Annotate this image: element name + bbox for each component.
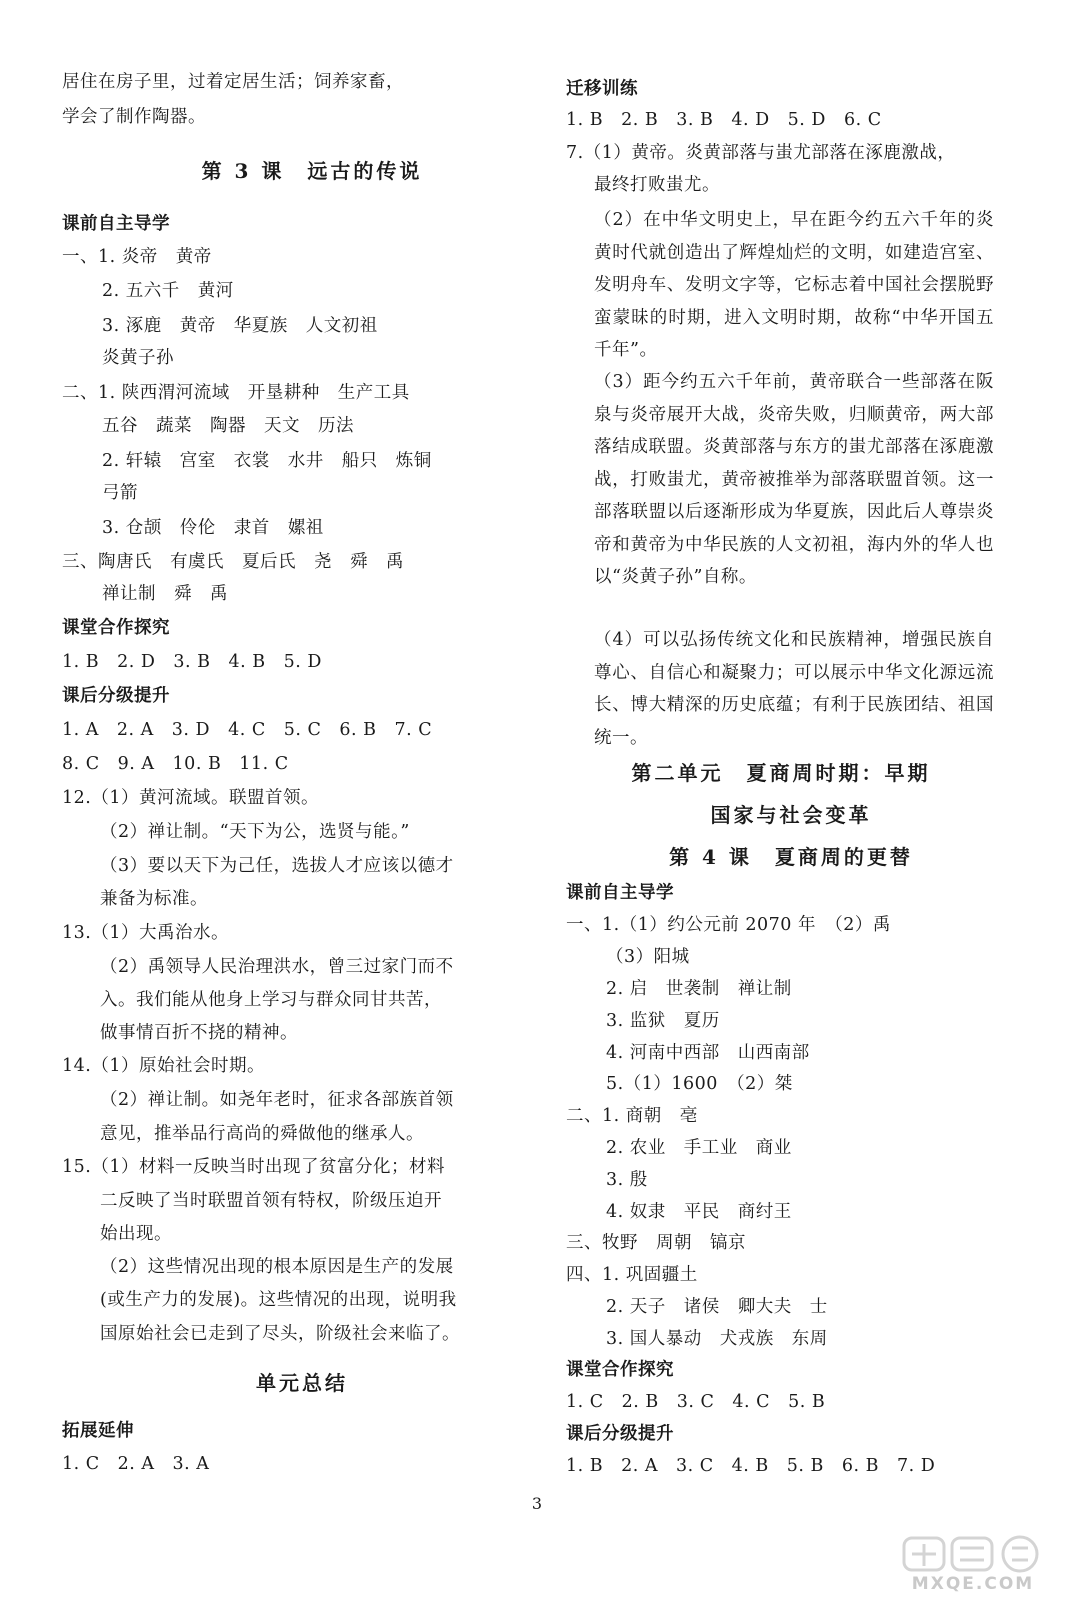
answer-line: 13.（1）大禹治水。 xyxy=(62,923,229,943)
lesson-title: 第 3 课 远古的传说 xyxy=(201,159,423,183)
answer-line: 五谷 蔬菜 陶器 天文 历法 xyxy=(102,416,354,436)
answer-line: 禅让制 舜 禹 xyxy=(102,584,228,604)
unit-title: 国家与社会变革 xyxy=(710,803,872,827)
answer-paragraph: （4）可以弘扬传统文化和民族精神，增强民族自尊心、自信心和凝聚力；可以展示中华文化源远流长、博大精深的历史底蕴；有利于民族团结、祖国统一。 xyxy=(594,630,994,748)
answer-line: (或生产力的发展)。这些情况的出现，说明我 xyxy=(100,1290,457,1310)
section-heading: 课后分级提升 xyxy=(62,686,170,706)
answer-line: （3）要以天下为己任，选拔人才应该以德才 xyxy=(100,856,454,876)
answer-line: 2. 天子 诸侯 卿大夫 士 xyxy=(606,1297,828,1317)
answer-line: 2. 轩辕 宫室 衣裳 水井 船只 炼铜 xyxy=(102,451,432,471)
answer-line: 国原始社会已走到了尽头，阶级社会来临了。 xyxy=(100,1324,460,1344)
answer-line: 14.（1）原始社会时期。 xyxy=(62,1056,265,1076)
answer-line: （2）禅让制。如尧年老时，征求各部族首领 xyxy=(100,1090,454,1110)
answer-line: 三、牧野 周朝 镐京 xyxy=(566,1233,746,1253)
answer-line: 意见，推举品行高尚的舜做他的继承人。 xyxy=(100,1124,424,1144)
section-heading: 迁移训练 xyxy=(566,79,638,99)
answer-line: 3. 殷 xyxy=(606,1170,648,1190)
text-line: 学会了制作陶器。 xyxy=(62,107,206,127)
section-heading: 课堂合作探究 xyxy=(62,618,170,638)
page-number: 3 xyxy=(531,1494,543,1513)
answer-line: （2）禹领导人民治理洪水，曾三过家门而不 xyxy=(100,957,454,977)
watermark-url: MXQE.COM xyxy=(911,1574,1035,1594)
answer-line: 4. 河南中西部 山西南部 xyxy=(606,1043,810,1063)
answer-line: 二、1. 商朝 亳 xyxy=(566,1106,698,1126)
answer-line: 二、1. 陕西渭河流域 开垦耕种 生产工具 xyxy=(62,383,410,403)
section-heading: 课堂合作探究 xyxy=(566,1360,674,1380)
answer-line: （2）禅让制。“天下为公，选贤与能。” xyxy=(100,822,410,842)
answer-line: 2. 五六千 黄河 xyxy=(102,281,234,301)
answer-line: 1. C 2. B 3. C 4. C 5. B xyxy=(566,1392,826,1412)
lesson-title: 第 4 课 夏商周的更替 xyxy=(669,845,913,869)
answer-line: 4. 奴隶 平民 商纣王 xyxy=(606,1202,792,1222)
answer-line: （3）阳城 xyxy=(606,947,690,967)
answer-line: 7.（1）黄帝。炎黄部落与蚩尤部落在涿鹿激战， xyxy=(566,143,956,163)
answer-line: 1. B 2. A 3. C 4. B 5. B 6. B 7. D xyxy=(566,1456,936,1476)
watermark xyxy=(898,1532,1048,1596)
answer-line: 始出现。 xyxy=(100,1224,172,1244)
answer-line: 5.（1）1600 （2）桀 xyxy=(606,1074,793,1094)
answer-line: 弓箭 xyxy=(102,483,138,503)
answer-line: 2. 农业 手工业 商业 xyxy=(606,1138,792,1158)
answer-line: 最终打败蚩尤。 xyxy=(594,175,720,195)
section-heading: 课前自主导学 xyxy=(62,214,170,234)
section-heading: 课后分级提升 xyxy=(566,1424,674,1444)
section-heading: 拓展延伸 xyxy=(62,1421,134,1441)
unit-summary-title: 单元总结 xyxy=(256,1371,348,1395)
answer-line: 一、1.（1）约公元前 2070 年 （2）禹 xyxy=(566,915,891,935)
answer-line: 1. A 2. A 3. D 4. C 5. C 6. B 7. C xyxy=(62,720,433,740)
watermark-logo-icon xyxy=(902,1534,1042,1574)
answer-line: 兼备为标准。 xyxy=(100,889,208,909)
text-line: 居住在房子里，过着定居生活；饲养家畜， xyxy=(62,72,404,92)
answer-line: 三、陶唐氏 有虞氏 夏后氏 尧 舜 禹 xyxy=(62,552,404,572)
answer-line: 1. B 2. D 3. B 4. B 5. D xyxy=(62,652,322,672)
unit-title: 第二单元 夏商周时期：早期 xyxy=(631,761,931,785)
answer-line: 8. C 9. A 10. B 11. C xyxy=(62,754,289,774)
answer-line: 3. 涿鹿 黄帝 华夏族 人文初祖 xyxy=(102,316,378,336)
answer-line: 12.（1）黄河流域。联盟首领。 xyxy=(62,788,319,808)
answer-line: 二反映了当时联盟首领有特权，阶级压迫开 xyxy=(100,1191,442,1211)
answer-line: 3. 国人暴动 犬戎族 东周 xyxy=(606,1329,828,1349)
answer-line: 3. 仓颉 伶伦 隶首 嫘祖 xyxy=(102,518,324,538)
answer-line: （2）这些情况出现的根本原因是生产的发展 xyxy=(100,1257,454,1277)
answer-line: 1. C 2. A 3. A xyxy=(62,1454,210,1474)
section-heading: 课前自主导学 xyxy=(566,883,674,903)
answer-line: 3. 监狱 夏历 xyxy=(606,1011,720,1031)
answer-line: 入。我们能从他身上学习与群众同甘共苦， xyxy=(100,990,442,1010)
answer-line: 2. 启 世袭制 禅让制 xyxy=(606,979,792,999)
answer-line: 1. B 2. B 3. B 4. D 5. D 6. C xyxy=(566,110,882,130)
answer-paragraph: （3）距今约五六千年前，黄帝联合一些部落在阪泉与炎帝展开大战，炎帝失败，归顺黄帝，两大部落结成联盟。炎黄部落与东方的蚩尤部落在涿鹿激战，打败蚩尤，黄帝被推举为部落联盟首领。这一部落联盟以后逐渐形成为华夏族，因此后人尊崇炎帝和黄帝为中华民族的人文初祖，海内外的华人也以“炎黄子孙”自称。 xyxy=(594,372,994,587)
answer-paragraph: （2）在中华文明史上，早在距今约五六千年的炎黄时代就创造出了辉煌灿烂的文明，如建造宫室、发明舟车、发明文字等，它标志着中国社会摆脱野蛮蒙昧的时期，进入文明时期，故称“中华开国五千年”。 xyxy=(594,210,994,360)
answer-line: 做事情百折不挠的精神。 xyxy=(100,1023,298,1043)
answer-line: 一、1. 炎帝 黄帝 xyxy=(62,247,212,267)
answer-line: 四、1. 巩固疆土 xyxy=(566,1265,698,1285)
answer-line: 15.（1）材料一反映当时出现了贫富分化；材料 xyxy=(62,1157,445,1177)
answer-line: 炎黄子孙 xyxy=(102,348,174,368)
